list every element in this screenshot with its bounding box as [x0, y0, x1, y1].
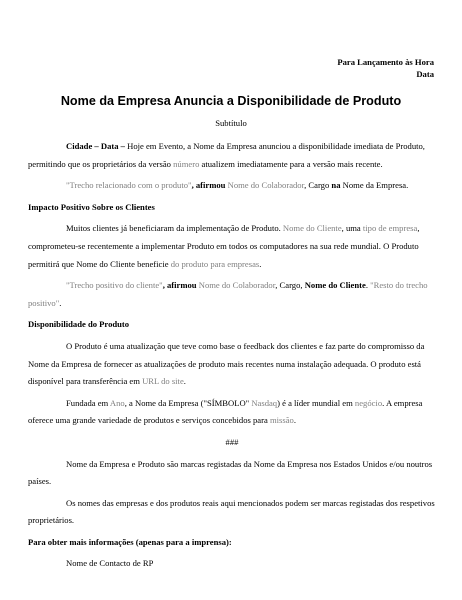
press-release-subtitle: Subtítulo	[215, 118, 247, 128]
company-text-1: Fundada em	[66, 397, 110, 408]
quote-verb: , afirmou	[191, 180, 228, 191]
section-heading-customer-impact: Impacto Positivo Sobre os Clientes	[28, 201, 155, 212]
customer-text-1: Muitos clientes já beneficiaram da implementação de Produto.	[66, 223, 283, 234]
quote-text-2: , Cargo,	[275, 280, 305, 291]
quote-text-4: .	[59, 297, 62, 308]
trademark-paragraph: Nome da Empresa e Produto são marcas registadas da Nome da Empresa nos Estados Unidos e/ou noutros países.	[28, 458, 433, 487]
section-heading-press-contact: Para obter mais informações (apenas para a imprensa):	[28, 536, 232, 547]
company-text-2: , a Nome da Empresa ("SÍMBOLO"	[124, 397, 252, 408]
product-quote-paragraph	[28, 177, 436, 195]
quote-text-2: , Cargo	[304, 180, 332, 191]
customer-name-placeholder: Nome do Cliente	[282, 223, 342, 234]
press-release-headline: Nome da Empresa Anuncia a Disponibilidade de Produto	[60, 94, 402, 108]
rest-of-quote-placeholder: "Resto do trecho positivo"	[28, 280, 428, 308]
customer-text-4: .	[259, 258, 262, 269]
product-quote-placeholder: "Trecho relacionado com o produto"	[66, 180, 192, 191]
customer-quote-paragraph	[28, 277, 436, 312]
nasdaq-placeholder: Nasdaq	[251, 397, 278, 408]
customer-text-2: , uma	[341, 223, 363, 234]
company-text-3: ) é a líder mundial em	[277, 397, 355, 408]
company-paragraph	[28, 395, 436, 430]
business-placeholder: negócio	[354, 397, 383, 408]
dateline: Cidade – Data –	[66, 141, 125, 151]
company-text-5: .	[293, 415, 296, 426]
mission-placeholder: missão	[269, 415, 294, 426]
availability-text-1: O Produto é uma atualização que teve como base o feedback dos clientes e faz parte do compromisso da Nome da Empresa de fornecer as atualizações de produto mais recentes numa instalação adequada. O produto está disponível para transferência em	[28, 340, 425, 387]
press-release-body	[28, 138, 436, 577]
year-placeholder: Ano	[109, 397, 125, 408]
site-url-placeholder: URL do site	[142, 376, 184, 387]
employee-name-placeholder: Nome do Colaborador	[227, 180, 305, 191]
version-placeholder: número	[173, 158, 200, 169]
availability-text-2: .	[183, 376, 186, 387]
quote-verb: , afirmou	[162, 280, 199, 291]
release-date: Data	[416, 69, 434, 79]
quote-text-3: Nome da Empresa.	[340, 180, 409, 191]
disclaimer-paragraph: Os nomes das empresas e dos produtos reais aqui mencionados podem ser marcas registadas dos respetivos proprietários.	[28, 497, 435, 526]
company-type-placeholder: tipo de empresa	[362, 223, 418, 234]
pr-contact-name: Nome de Contacto de RP	[66, 558, 154, 569]
intro-text-1: Hoje em Evento, a Nome da Empresa anunciou a disponibilidade imediata de Produto, permitindo que os proprietários da versão	[28, 141, 425, 169]
quote-text-3: .	[365, 280, 371, 291]
release-time: Para Lançamento às Hora	[337, 57, 434, 67]
company-text-4: . A empresa oferece uma grande variedade de produtos e serviços concebidos para	[28, 397, 423, 426]
release-info	[337, 56, 434, 80]
intro-paragraph	[28, 138, 436, 173]
end-separator: ###	[225, 436, 239, 447]
section-heading-availability: Disponibilidade do Produto	[28, 319, 130, 330]
customer-text-3: , comprometeu-se recentemente a implementar Produto em todos os computadores na sua rede mundial. O Produto permitirá que Nome do Cliente beneficie	[28, 223, 420, 269]
intro-text-2: atualizem imediatamente para a versão mais recente.	[199, 158, 383, 169]
customer-quote-placeholder: "Trecho positivo do cliente"	[66, 280, 163, 291]
customer-name-bold: Nome do Cliente	[304, 280, 366, 291]
quote-preposition: na	[331, 180, 341, 191]
enterprise-product-placeholder: do produto para empresas	[170, 258, 260, 269]
employee-name-placeholder: Nome do Colaborador	[198, 280, 276, 291]
availability-paragraph	[28, 338, 436, 391]
customer-paragraph	[28, 220, 436, 273]
